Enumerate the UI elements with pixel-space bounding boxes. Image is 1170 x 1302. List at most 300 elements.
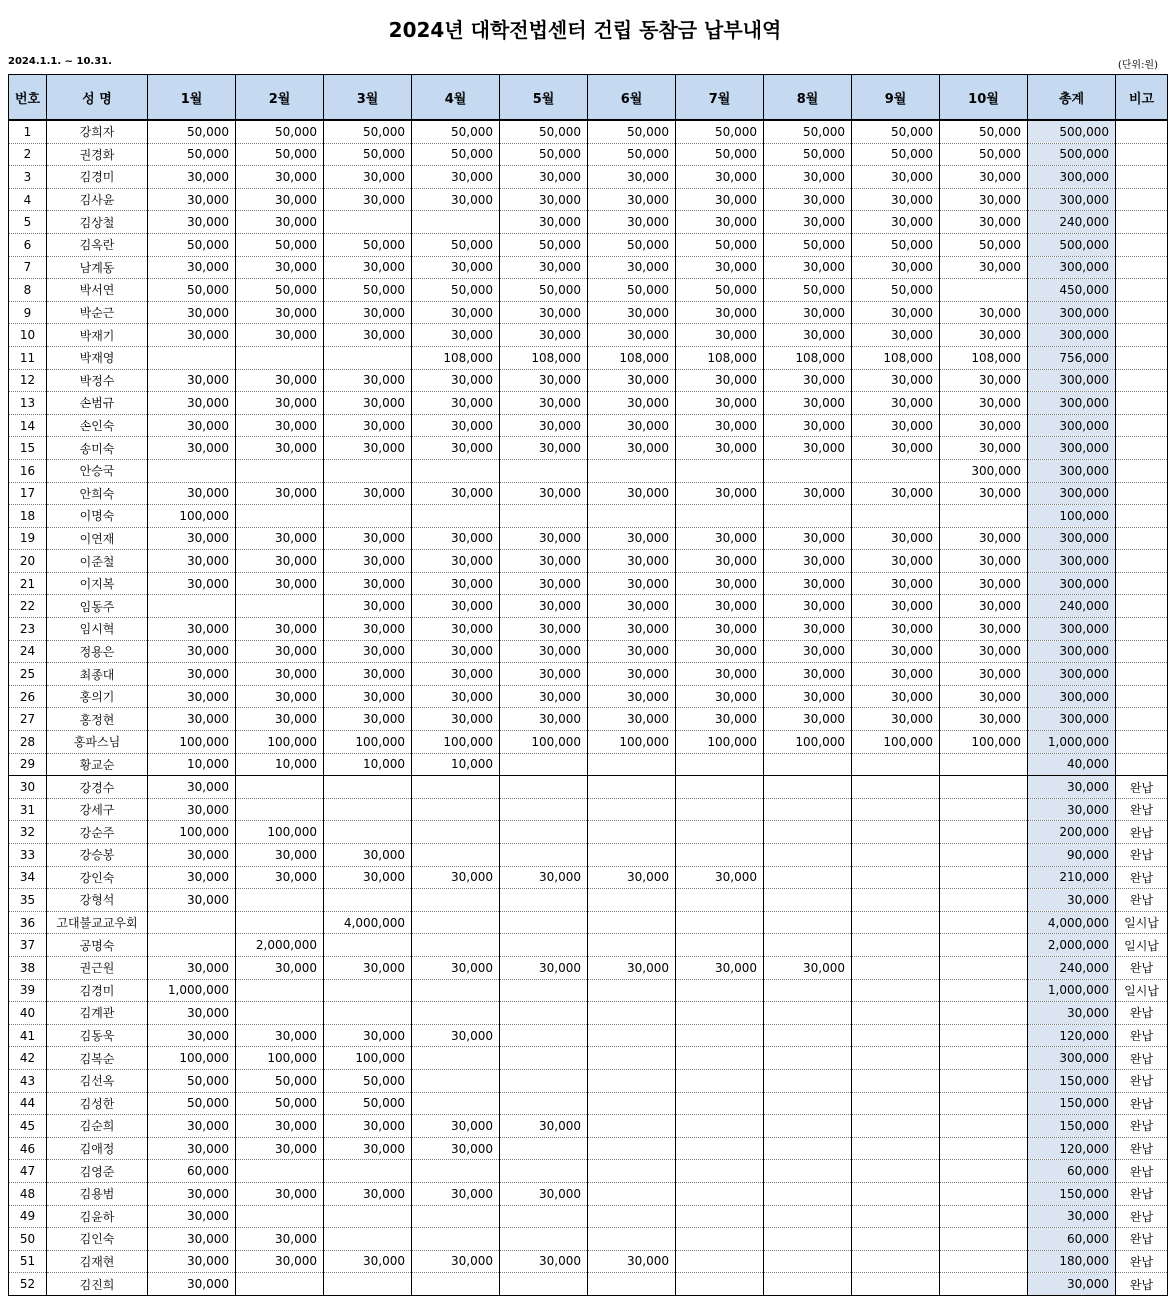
amount-aug: 50,000 (764, 233, 852, 256)
amount-jan: 50,000 (148, 143, 236, 166)
amount-may: 30,000 (500, 1182, 588, 1205)
row-note (1116, 324, 1168, 347)
amount-jun: 30,000 (588, 685, 676, 708)
amount-apr (412, 1160, 500, 1183)
member-name: 김계관 (47, 1002, 148, 1025)
amount-mar: 30,000 (324, 663, 412, 686)
amount-jan: 30,000 (148, 188, 236, 211)
table-row (9, 640, 1168, 663)
amount-jan: 30,000 (148, 392, 236, 415)
row-number: 28 (9, 731, 47, 754)
amount-mar: 30,000 (324, 595, 412, 618)
row-number: 1 (9, 120, 47, 143)
amount-apr (412, 1205, 500, 1228)
row-total: 240,000 (1028, 956, 1116, 979)
amount-feb: 30,000 (236, 1024, 324, 1047)
amount-may: 30,000 (500, 866, 588, 889)
amount-jul: 30,000 (676, 437, 764, 460)
table-row (9, 550, 1168, 573)
row-total: 300,000 (1028, 685, 1116, 708)
amount-may (500, 1160, 588, 1183)
amount-feb (236, 505, 324, 528)
table-row (9, 776, 1168, 799)
amount-jan: 30,000 (148, 1250, 236, 1273)
amount-may: 30,000 (500, 256, 588, 279)
amount-aug (764, 1273, 852, 1296)
amount-aug (764, 911, 852, 934)
row-total: 300,000 (1028, 437, 1116, 460)
member-name: 박재영 (47, 346, 148, 369)
amount-apr (412, 1069, 500, 1092)
amount-apr: 30,000 (412, 572, 500, 595)
member-name: 박재기 (47, 324, 148, 347)
row-total: 300,000 (1028, 459, 1116, 482)
table-row (9, 166, 1168, 189)
amount-mar: 30,000 (324, 956, 412, 979)
amount-jan: 30,000 (148, 1273, 236, 1296)
amount-oct (940, 1205, 1028, 1228)
amount-sep (852, 753, 940, 776)
member-name: 황교순 (47, 753, 148, 776)
member-name: 이지복 (47, 572, 148, 595)
amount-feb: 30,000 (236, 663, 324, 686)
table-row (9, 1160, 1168, 1183)
amount-aug (764, 844, 852, 867)
amount-sep (852, 911, 940, 934)
amount-aug (764, 459, 852, 482)
amount-jan: 30,000 (148, 166, 236, 189)
amount-oct: 30,000 (940, 414, 1028, 437)
amount-mar (324, 346, 412, 369)
amount-sep (852, 1002, 940, 1025)
amount-may: 30,000 (500, 956, 588, 979)
amount-oct (940, 1273, 1028, 1296)
row-total: 210,000 (1028, 866, 1116, 889)
row-note (1116, 527, 1168, 550)
amount-may (500, 1228, 588, 1251)
row-note: 완납 (1116, 1115, 1168, 1138)
amount-feb: 30,000 (236, 708, 324, 731)
member-name: 강세구 (47, 798, 148, 821)
member-name: 강인숙 (47, 866, 148, 889)
amount-may: 30,000 (500, 527, 588, 550)
row-number: 46 (9, 1137, 47, 1160)
amount-jan: 30,000 (148, 256, 236, 279)
amount-jun (588, 505, 676, 528)
amount-jul (676, 889, 764, 912)
member-name: 임시혁 (47, 618, 148, 641)
amount-aug: 30,000 (764, 211, 852, 234)
amount-jul (676, 1250, 764, 1273)
amount-sep (852, 889, 940, 912)
amount-jul: 30,000 (676, 414, 764, 437)
amount-mar (324, 934, 412, 957)
member-name: 김경미 (47, 979, 148, 1002)
amount-sep (852, 1092, 940, 1115)
amount-jul: 30,000 (676, 708, 764, 731)
amount-aug: 108,000 (764, 346, 852, 369)
table-row (9, 595, 1168, 618)
row-note: 완납 (1116, 844, 1168, 867)
row-note: 완납 (1116, 956, 1168, 979)
amount-aug: 30,000 (764, 324, 852, 347)
amount-jul: 30,000 (676, 866, 764, 889)
amount-feb: 30,000 (236, 527, 324, 550)
amount-oct: 30,000 (940, 618, 1028, 641)
row-number: 40 (9, 1002, 47, 1025)
amount-oct (940, 979, 1028, 1002)
amount-feb: 30,000 (236, 301, 324, 324)
amount-oct (940, 1182, 1028, 1205)
row-total: 30,000 (1028, 776, 1116, 799)
amount-jan (148, 459, 236, 482)
amount-jan: 30,000 (148, 1182, 236, 1205)
amount-mar (324, 889, 412, 912)
table-row (9, 301, 1168, 324)
amount-may: 30,000 (500, 437, 588, 460)
row-note (1116, 414, 1168, 437)
amount-feb: 100,000 (236, 821, 324, 844)
amount-feb: 30,000 (236, 437, 324, 460)
row-total: 30,000 (1028, 1273, 1116, 1296)
amount-jul: 30,000 (676, 640, 764, 663)
amount-aug: 30,000 (764, 482, 852, 505)
row-number: 49 (9, 1205, 47, 1228)
amount-sep: 30,000 (852, 211, 940, 234)
amount-sep: 30,000 (852, 188, 940, 211)
amount-jul (676, 1092, 764, 1115)
row-total: 60,000 (1028, 1228, 1116, 1251)
amount-feb: 30,000 (236, 572, 324, 595)
row-note: 완납 (1116, 798, 1168, 821)
amount-aug: 30,000 (764, 527, 852, 550)
row-number: 48 (9, 1182, 47, 1205)
amount-mar: 100,000 (324, 731, 412, 754)
row-number: 12 (9, 369, 47, 392)
amount-mar: 30,000 (324, 1182, 412, 1205)
amount-aug (764, 798, 852, 821)
amount-oct (940, 844, 1028, 867)
amount-aug: 30,000 (764, 166, 852, 189)
amount-may (500, 821, 588, 844)
row-total: 240,000 (1028, 595, 1116, 618)
table-row (9, 1069, 1168, 1092)
amount-apr: 30,000 (412, 685, 500, 708)
member-name: 이준철 (47, 550, 148, 573)
row-number: 22 (9, 595, 47, 618)
amount-apr (412, 844, 500, 867)
row-total: 300,000 (1028, 572, 1116, 595)
amount-aug (764, 1160, 852, 1183)
table-row (9, 911, 1168, 934)
amount-aug (764, 1228, 852, 1251)
row-total: 300,000 (1028, 1047, 1116, 1070)
amount-sep: 100,000 (852, 731, 940, 754)
amount-oct (940, 753, 1028, 776)
row-number: 29 (9, 753, 47, 776)
member-name: 김복순 (47, 1047, 148, 1070)
row-total: 300,000 (1028, 414, 1116, 437)
amount-jul: 30,000 (676, 956, 764, 979)
amount-may: 30,000 (500, 663, 588, 686)
amount-jan: 30,000 (148, 1228, 236, 1251)
member-name: 김진희 (47, 1273, 148, 1296)
amount-oct (940, 1115, 1028, 1138)
member-name: 송미숙 (47, 437, 148, 460)
amount-feb: 50,000 (236, 120, 324, 143)
amount-aug: 30,000 (764, 572, 852, 595)
amount-apr: 30,000 (412, 1137, 500, 1160)
amount-feb: 30,000 (236, 550, 324, 573)
row-total: 300,000 (1028, 256, 1116, 279)
amount-apr: 50,000 (412, 279, 500, 302)
amount-sep (852, 1024, 940, 1047)
amount-may: 30,000 (500, 301, 588, 324)
amount-feb: 50,000 (236, 143, 324, 166)
header-cell-jul: 7월 (676, 75, 764, 121)
row-number: 42 (9, 1047, 47, 1070)
row-number: 37 (9, 934, 47, 957)
member-name: 박순근 (47, 301, 148, 324)
row-total: 300,000 (1028, 482, 1116, 505)
amount-aug: 30,000 (764, 640, 852, 663)
amount-jun: 50,000 (588, 120, 676, 143)
amount-mar: 30,000 (324, 572, 412, 595)
row-total: 300,000 (1028, 188, 1116, 211)
member-name: 홍의기 (47, 685, 148, 708)
amount-aug (764, 1115, 852, 1138)
row-number: 18 (9, 505, 47, 528)
row-number: 19 (9, 527, 47, 550)
amount-jul (676, 979, 764, 1002)
amount-mar: 30,000 (324, 618, 412, 641)
amount-mar (324, 1273, 412, 1296)
amount-aug: 30,000 (764, 392, 852, 415)
header-cell-feb: 2월 (236, 75, 324, 121)
row-note (1116, 572, 1168, 595)
amount-may: 30,000 (500, 685, 588, 708)
amount-jul: 30,000 (676, 188, 764, 211)
amount-jun: 30,000 (588, 482, 676, 505)
amount-feb: 50,000 (236, 1069, 324, 1092)
amount-oct (940, 911, 1028, 934)
row-note: 완납 (1116, 1250, 1168, 1273)
amount-jun: 30,000 (588, 956, 676, 979)
amount-aug: 50,000 (764, 120, 852, 143)
row-number: 9 (9, 301, 47, 324)
row-total: 300,000 (1028, 527, 1116, 550)
amount-oct: 30,000 (940, 301, 1028, 324)
member-name: 강희자 (47, 120, 148, 143)
amount-jul (676, 844, 764, 867)
amount-apr (412, 934, 500, 957)
amount-jun (588, 798, 676, 821)
amount-aug: 30,000 (764, 685, 852, 708)
amount-jul: 30,000 (676, 369, 764, 392)
row-number: 30 (9, 776, 47, 799)
row-note (1116, 437, 1168, 460)
amount-aug (764, 934, 852, 957)
amount-jul: 30,000 (676, 324, 764, 347)
amount-apr: 30,000 (412, 166, 500, 189)
member-name: 남계동 (47, 256, 148, 279)
amount-may: 30,000 (500, 708, 588, 731)
amount-may: 108,000 (500, 346, 588, 369)
table-row (9, 889, 1168, 912)
header-cell-number: 번호 (9, 75, 47, 121)
amount-mar: 50,000 (324, 233, 412, 256)
amount-jul: 50,000 (676, 143, 764, 166)
amount-may (500, 505, 588, 528)
amount-may (500, 1024, 588, 1047)
amount-jan: 1,000,000 (148, 979, 236, 1002)
amount-jan: 100,000 (148, 1047, 236, 1070)
amount-jun (588, 1115, 676, 1138)
row-total: 450,000 (1028, 279, 1116, 302)
amount-feb: 30,000 (236, 1228, 324, 1251)
amount-jul (676, 459, 764, 482)
row-note (1116, 166, 1168, 189)
amount-may: 30,000 (500, 482, 588, 505)
amount-jan: 60,000 (148, 1160, 236, 1183)
amount-mar: 30,000 (324, 166, 412, 189)
amount-jan: 30,000 (148, 776, 236, 799)
amount-aug (764, 979, 852, 1002)
row-number: 5 (9, 211, 47, 234)
amount-oct: 30,000 (940, 324, 1028, 347)
amount-may: 50,000 (500, 120, 588, 143)
amount-jan: 30,000 (148, 844, 236, 867)
member-name: 홍정현 (47, 708, 148, 731)
period-label: 2024.1.1. ~ 10.31. (8, 56, 112, 67)
amount-sep: 50,000 (852, 143, 940, 166)
amount-jun (588, 1002, 676, 1025)
row-total: 300,000 (1028, 663, 1116, 686)
amount-jul (676, 505, 764, 528)
amount-jan: 100,000 (148, 731, 236, 754)
row-number: 32 (9, 821, 47, 844)
amount-aug (764, 1092, 852, 1115)
amount-may (500, 1069, 588, 1092)
row-number: 11 (9, 346, 47, 369)
header-cell-jun: 6월 (588, 75, 676, 121)
amount-sep (852, 934, 940, 957)
member-name: 강경수 (47, 776, 148, 799)
amount-sep: 30,000 (852, 414, 940, 437)
amount-apr: 30,000 (412, 1182, 500, 1205)
amount-feb: 30,000 (236, 956, 324, 979)
amount-apr (412, 979, 500, 1002)
amount-jun: 50,000 (588, 143, 676, 166)
member-name: 김동욱 (47, 1024, 148, 1047)
amount-may: 30,000 (500, 211, 588, 234)
amount-oct: 50,000 (940, 120, 1028, 143)
row-total: 60,000 (1028, 1160, 1116, 1183)
table-row (9, 346, 1168, 369)
member-name: 안승국 (47, 459, 148, 482)
amount-oct (940, 1069, 1028, 1092)
row-number: 52 (9, 1273, 47, 1296)
amount-feb (236, 1160, 324, 1183)
amount-may: 50,000 (500, 233, 588, 256)
member-name: 김윤하 (47, 1205, 148, 1228)
amount-jan: 30,000 (148, 324, 236, 347)
row-note (1116, 685, 1168, 708)
amount-jun: 30,000 (588, 166, 676, 189)
amount-aug (764, 889, 852, 912)
row-total: 500,000 (1028, 143, 1116, 166)
row-number: 6 (9, 233, 47, 256)
amount-oct: 30,000 (940, 166, 1028, 189)
amount-apr: 108,000 (412, 346, 500, 369)
table-row (9, 1205, 1168, 1228)
amount-may: 30,000 (500, 595, 588, 618)
row-note: 일시납 (1116, 979, 1168, 1002)
member-name: 손범규 (47, 392, 148, 415)
member-name: 김선옥 (47, 1069, 148, 1092)
amount-sep (852, 1182, 940, 1205)
amount-jul (676, 1228, 764, 1251)
amount-feb: 30,000 (236, 188, 324, 211)
row-note (1116, 369, 1168, 392)
amount-aug (764, 1250, 852, 1273)
table-row (9, 731, 1168, 754)
amount-jul: 30,000 (676, 392, 764, 415)
amount-jul (676, 821, 764, 844)
amount-mar: 50,000 (324, 143, 412, 166)
amount-apr (412, 1273, 500, 1296)
row-note: 완납 (1116, 776, 1168, 799)
member-name: 김경미 (47, 166, 148, 189)
amount-aug: 50,000 (764, 279, 852, 302)
row-note: 완납 (1116, 1273, 1168, 1296)
amount-may (500, 979, 588, 1002)
amount-jan: 50,000 (148, 120, 236, 143)
amount-feb: 2,000,000 (236, 934, 324, 957)
amount-jun: 30,000 (588, 211, 676, 234)
amount-jan (148, 911, 236, 934)
amount-sep: 30,000 (852, 663, 940, 686)
row-total: 240,000 (1028, 211, 1116, 234)
amount-jun: 30,000 (588, 188, 676, 211)
amount-oct (940, 1228, 1028, 1251)
amount-feb (236, 595, 324, 618)
member-name: 고대불교교우회 (47, 911, 148, 934)
amount-apr: 30,000 (412, 256, 500, 279)
amount-sep: 30,000 (852, 708, 940, 731)
amount-oct: 100,000 (940, 731, 1028, 754)
amount-jul: 50,000 (676, 233, 764, 256)
amount-oct (940, 1160, 1028, 1183)
amount-feb: 30,000 (236, 618, 324, 641)
table-row (9, 956, 1168, 979)
member-name: 권근원 (47, 956, 148, 979)
amount-jul (676, 776, 764, 799)
amount-aug: 30,000 (764, 369, 852, 392)
header-cell-aug: 8월 (764, 75, 852, 121)
row-total: 300,000 (1028, 618, 1116, 641)
row-note: 완납 (1116, 1160, 1168, 1183)
amount-sep: 108,000 (852, 346, 940, 369)
amount-apr: 30,000 (412, 1024, 500, 1047)
amount-aug (764, 821, 852, 844)
amount-jul: 30,000 (676, 482, 764, 505)
amount-jun: 100,000 (588, 731, 676, 754)
row-note: 완납 (1116, 1047, 1168, 1070)
amount-apr: 50,000 (412, 233, 500, 256)
row-note: 일시납 (1116, 934, 1168, 957)
amount-oct: 30,000 (940, 211, 1028, 234)
